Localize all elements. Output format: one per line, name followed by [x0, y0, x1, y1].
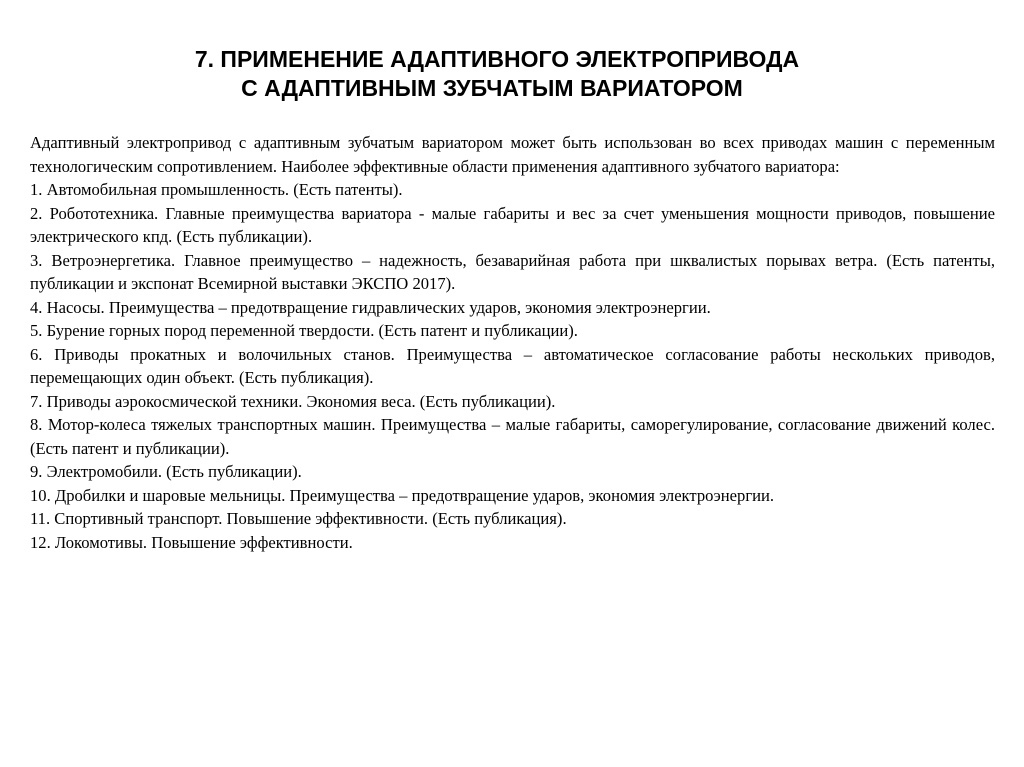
title-line-1: 7. ПРИМЕНЕНИЕ АДАПТИВНОГО ЭЛЕКТРОПРИВОДА	[194, 46, 800, 72]
list-item-4: 4. Насосы. Преимущества – предотвращение гидравлических ударов, экономия электроэнергии.	[30, 297, 711, 317]
list-item-1: 1. Автомобильная промышленность. (Есть патенты).	[30, 180, 403, 199]
slide-title	[0, 45, 1024, 103]
list-item-11: 11. Спортивный транспорт. Повышение эффективности. (Есть публикация).	[30, 509, 567, 528]
list-item-3: 3. Ветроэнергетика. Главное преимущество – надежность, безаварийная работа при шквалистых порывах ветра. (Есть патенты, публикации и экспонат Всемирной выставки ЭКСПО 2017).	[30, 250, 995, 293]
list-item-10: 10. Дробилки и шаровые мельницы. Преимущества – предотвращение ударов, экономия электроэнергии.	[30, 485, 775, 505]
list-item-12: 12. Локомотивы. Повышение эффективности.	[30, 532, 353, 552]
list-item-7: 7. Приводы аэрокосмической техники. Экономия веса. (Есть публикации).	[30, 391, 556, 411]
intro-paragraph: Адаптивный электропривод с адаптивным зубчатым вариатором может быть использован во всех приводах машин с переменным технологическим сопротивлением. Наиболее эффективные области применения адаптивного зубчатого вариатора:	[30, 133, 995, 176]
list-item-5: 5. Бурение горных пород переменной твердости. (Есть патент и публикации).	[30, 321, 578, 340]
title-line-2: С АДАПТИВНЫМ ЗУБЧАТЫМ ВАРИАТОРОМ	[241, 75, 743, 101]
slide-body	[30, 131, 995, 554]
list-item-2: 2. Робототехника. Главные преимущества вариатора - малые габариты и вес за счет уменьшения мощности приводов, повышение электрического кпд. (Есть публикации).	[30, 203, 995, 246]
list-item-9: 9. Электромобили. (Есть публикации).	[30, 462, 302, 481]
list-item-6: 6. Приводы прокатных и волочильных станов. Преимущества – автоматическое согласование работы нескольких приводов, перемещающих один объект. (Есть публикация).	[30, 344, 995, 387]
list-item-8: 8. Мотор-колеса тяжелых транспортных машин. Преимущества – малые габариты, саморегулирование, согласование движений колес. (Есть патент и публикации).	[30, 415, 995, 458]
